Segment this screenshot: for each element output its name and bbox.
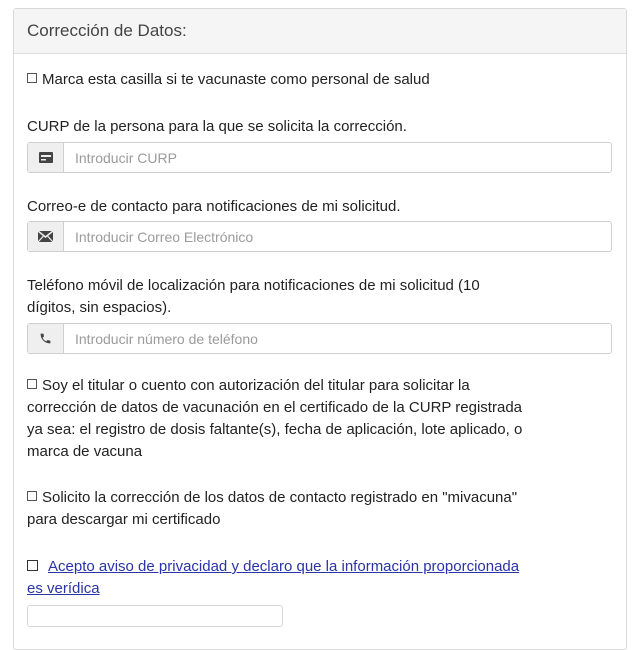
titular-line4: marca de vacuna xyxy=(27,443,143,460)
titular-line2: corrección de datos de vacunación en el certificado de la CURP registrada xyxy=(27,399,522,416)
captcha-box[interactable] xyxy=(27,605,283,627)
email-input-group xyxy=(27,221,612,252)
phone-label-line2: dígitos, sin espacios). xyxy=(27,299,172,316)
titular-row xyxy=(27,375,522,463)
titular-line3: ya sea: el registro de dosis faltante(s), fecha de aplicación, lote aplicado, o xyxy=(27,421,523,438)
email-input[interactable] xyxy=(64,222,611,251)
privacy-link-line2[interactable]: es verídica xyxy=(27,580,100,597)
curp-input-group xyxy=(27,142,612,173)
phone-addon xyxy=(28,324,64,353)
envelope-icon xyxy=(38,231,53,242)
contact-correction-line2: para descargar mi certificado xyxy=(27,511,221,528)
titular-checkbox[interactable] xyxy=(27,379,37,389)
phone-input-group xyxy=(27,323,612,354)
id-card-icon xyxy=(39,152,53,163)
privacy-checkbox[interactable] xyxy=(27,560,38,571)
panel-header xyxy=(14,9,626,54)
privacy-row xyxy=(27,556,519,600)
contact-correction-checkbox[interactable] xyxy=(27,491,37,501)
phone-icon xyxy=(39,332,52,345)
panel-title: Corrección de Datos: xyxy=(27,21,187,40)
curp-label: CURP de la persona para la que se solicita la corrección. xyxy=(27,118,407,135)
curp-addon xyxy=(28,143,64,172)
health-worker-row xyxy=(27,69,430,91)
email-label: Correo-e de contacto para notificaciones de mi solicitud. xyxy=(27,198,401,215)
phone-input[interactable] xyxy=(64,324,611,353)
health-worker-checkbox[interactable] xyxy=(27,73,37,83)
titular-line1: Soy el titular o cuento con autorización del titular para solicitar la xyxy=(42,377,470,394)
email-addon xyxy=(28,222,64,251)
contact-correction-line1: Solicito la corrección de los datos de contacto registrado en "mivacuna" xyxy=(42,489,518,506)
phone-label xyxy=(27,275,480,319)
curp-input[interactable] xyxy=(64,143,611,172)
privacy-link-line1[interactable]: Acepto aviso de privacidad y declaro que la información proporcionada xyxy=(48,558,520,575)
health-worker-label: Marca esta casilla si te vacunaste como personal de salud xyxy=(42,71,430,88)
contact-correction-row xyxy=(27,487,517,531)
phone-label-line1: Teléfono móvil de localización para notificaciones de mi solicitud (10 xyxy=(27,277,480,294)
